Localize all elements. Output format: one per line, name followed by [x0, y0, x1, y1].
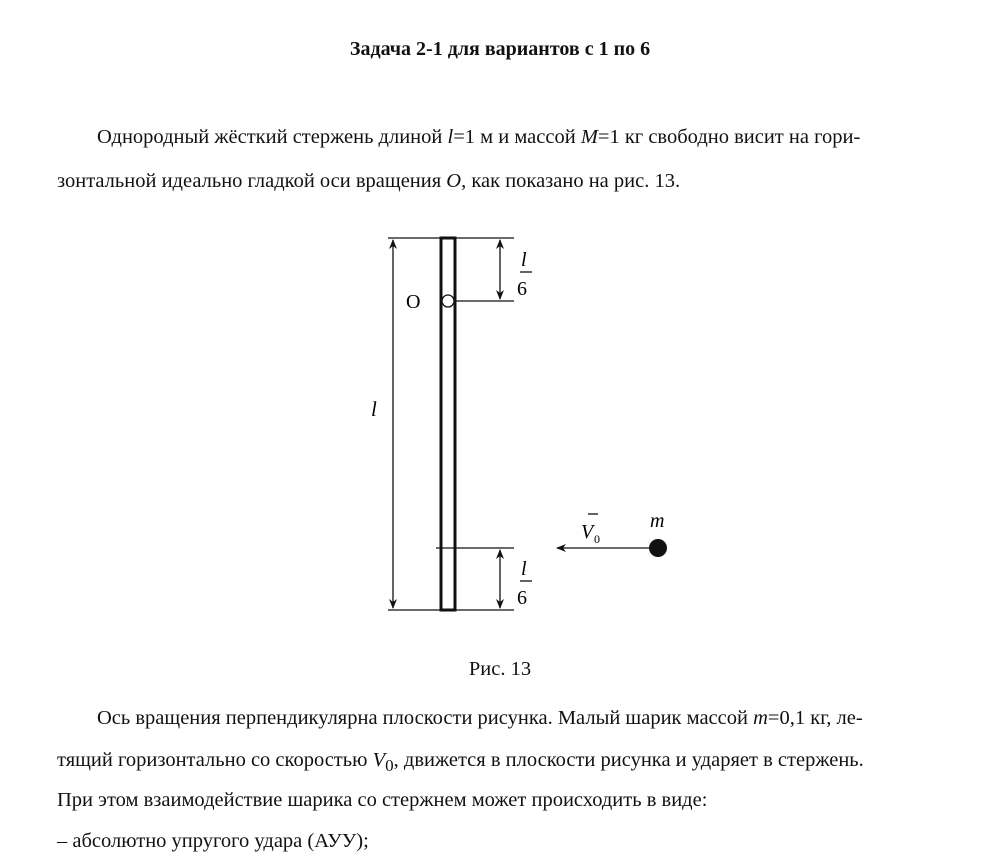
fraction-denominator: 6 — [517, 278, 527, 300]
ball — [649, 539, 667, 557]
fraction-numerator: l — [521, 249, 527, 271]
fraction-denominator: 6 — [517, 587, 527, 609]
velocity-subscript: 0 — [594, 532, 600, 546]
para1-line: Однородный жёсткий стержень длиной l=1 м и массой M=1 кг свободно висит на гори- — [97, 126, 861, 148]
ball-mass-label: m — [650, 510, 665, 532]
para2-line: – абсолютно упругого удара (АУУ); — [57, 830, 369, 852]
rod — [441, 238, 455, 610]
para2-line: тящий горизонтально со скоростью $V_0$, движется в плоскости рисунка и ударяет в стержень. — [57, 749, 864, 776]
velocity-label: V — [581, 521, 594, 543]
length-label: l — [371, 397, 377, 421]
para1-line: зонтальной идеально гладкой оси вращения O, как показано на рис. 13. — [57, 170, 681, 192]
figure-caption: Рис. 13 — [468, 658, 532, 680]
pivot-circle — [442, 295, 454, 307]
fraction-numerator: l — [521, 558, 527, 580]
para2-line: Ось вращения перпендикулярна плоскости рисунка. Малый шарик массой m=0,1 кг, ле- — [97, 707, 863, 729]
para2-line: При этом взаимодействие шарика со стержнем может происходить в виде: — [57, 789, 708, 811]
pivot-label: O — [406, 291, 421, 313]
problem-title: Задача 2-1 для вариантов с 1 по 6 — [349, 38, 651, 60]
